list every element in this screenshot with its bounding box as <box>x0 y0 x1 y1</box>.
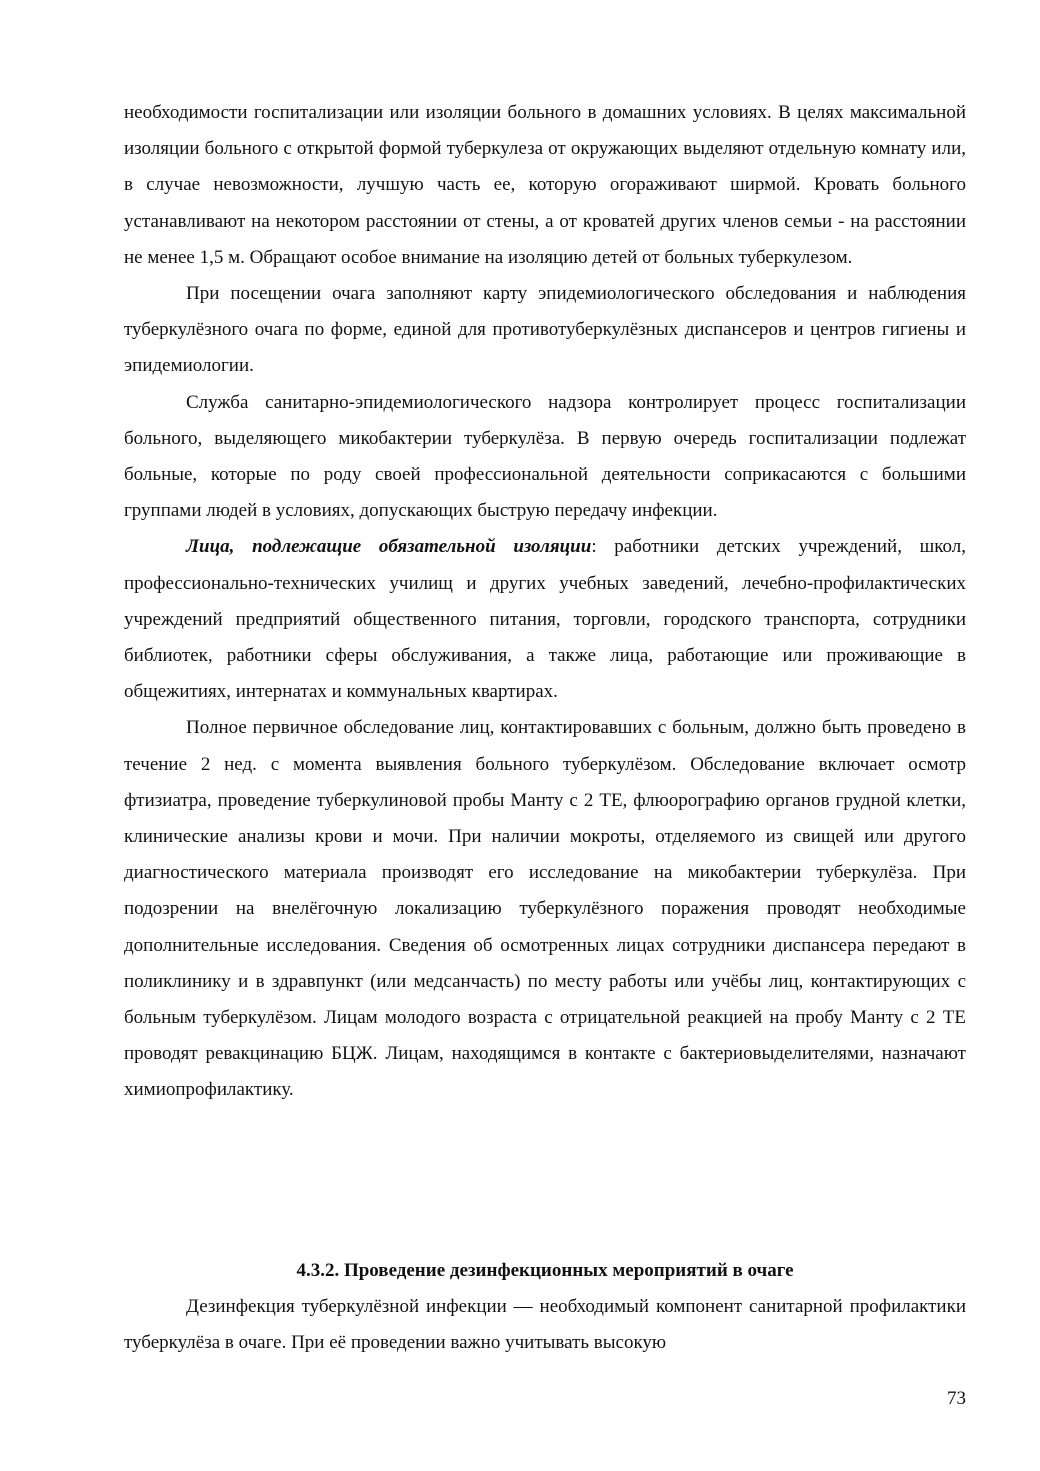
paragraph-mandatory-isolation <box>124 529 966 710</box>
paragraph-contact-examination: Полное первичное обследование лиц, контактировавших с больным, должно быть проведено в течение 2 нед. с момента выявления больного туберкулёзом. Обследование включает осмотр фтизиатра, проведение туберкулиновой пробы Манту с 2 ТЕ, флюорографию органов грудной клетки, клинические анализы крови и мочи. При наличии мокроты, отделяемого из свищей или другого диагностического материала производят его исследование на микобактерии туберкулёза. При подозрении на внелёгочную локализацию туберкулёзного поражения проводят необходимые дополнительные исследования. Сведения об осмотренных лицах сотрудники диспансера передают в поликлинику и в здравпункт (или медсанчасть) по месту работы или учёбы лиц, контактирующих с больным туберкулёзом. Лицам молодого возраста с отрицательной реакцией на пробу Манту с 2 ТЕ проводят ревакцинацию БЦЖ. Лицам, находящимся в контакте с бактериовыделителями, назначают химиопрофилактику. <box>124 717 966 1101</box>
paragraph-isolation-at-home: необходимости госпитализации или изоляции больного в домашних условиях. В целях максимальной изоляции больного с открытой формой туберкулеза от окружающих выделяют отдельную комнату или, в случае невозможности, лучшую часть ее, которую огораживают ширмой. Кровать больного устанавливают на некотором расстоянии от стены, а от кроватей других членов семьи - на расстоянии не менее 1,5 м. Обращают особое внимание на изоляцию детей от больных туберкулезом. <box>124 102 966 268</box>
mandatory-isolation-term: Лица, подлежащие обязательной изоляции <box>186 536 592 558</box>
paragraph-sanitary-service: Служба санитарно-эпидемиологического надзора контролирует процесс госпитализации больного, выделяющего микобактерии туберкулёза. В первую очередь госпитализации подлежат больные, которые по роду своей профессиональной деятельности соприкасаются с большими группами людей в условиях, допускающих быструю передачу инфекции. <box>124 391 966 522</box>
section-heading: 4.3.2. Проведение дезинфекционных мероприятий в очаге <box>296 1260 794 1281</box>
body-text <box>124 95 966 1109</box>
section-text <box>124 1289 966 1361</box>
paragraph-disinfection: Дезинфекция туберкулёзной инфекции — необходимый компонент санитарной профилактики туберкулёза в очаге. При её проведении важно учитывать высокую <box>124 1296 966 1354</box>
mandatory-isolation-text: : работники детских учреждений, школ, профессионально-технических училищ и других учебных заведений, лечебно-профилактических учреждений предприятий общественного питания, торговли, городского транспорта, сотрудники библиотек, работники сферы обслуживания, а также лица, работающие или проживающие в общежитиях, интернатах и коммунальных квартирах. <box>124 536 966 703</box>
page-number: 73 <box>947 1388 966 1409</box>
paragraph-focus-visit: При посещении очага заполняют карту эпидемиологического обследования и наблюдения туберкулёзного очага по форме, единой для противотуберкулёзных диспансеров и центров гигиены и эпидемиологии. <box>124 283 966 377</box>
